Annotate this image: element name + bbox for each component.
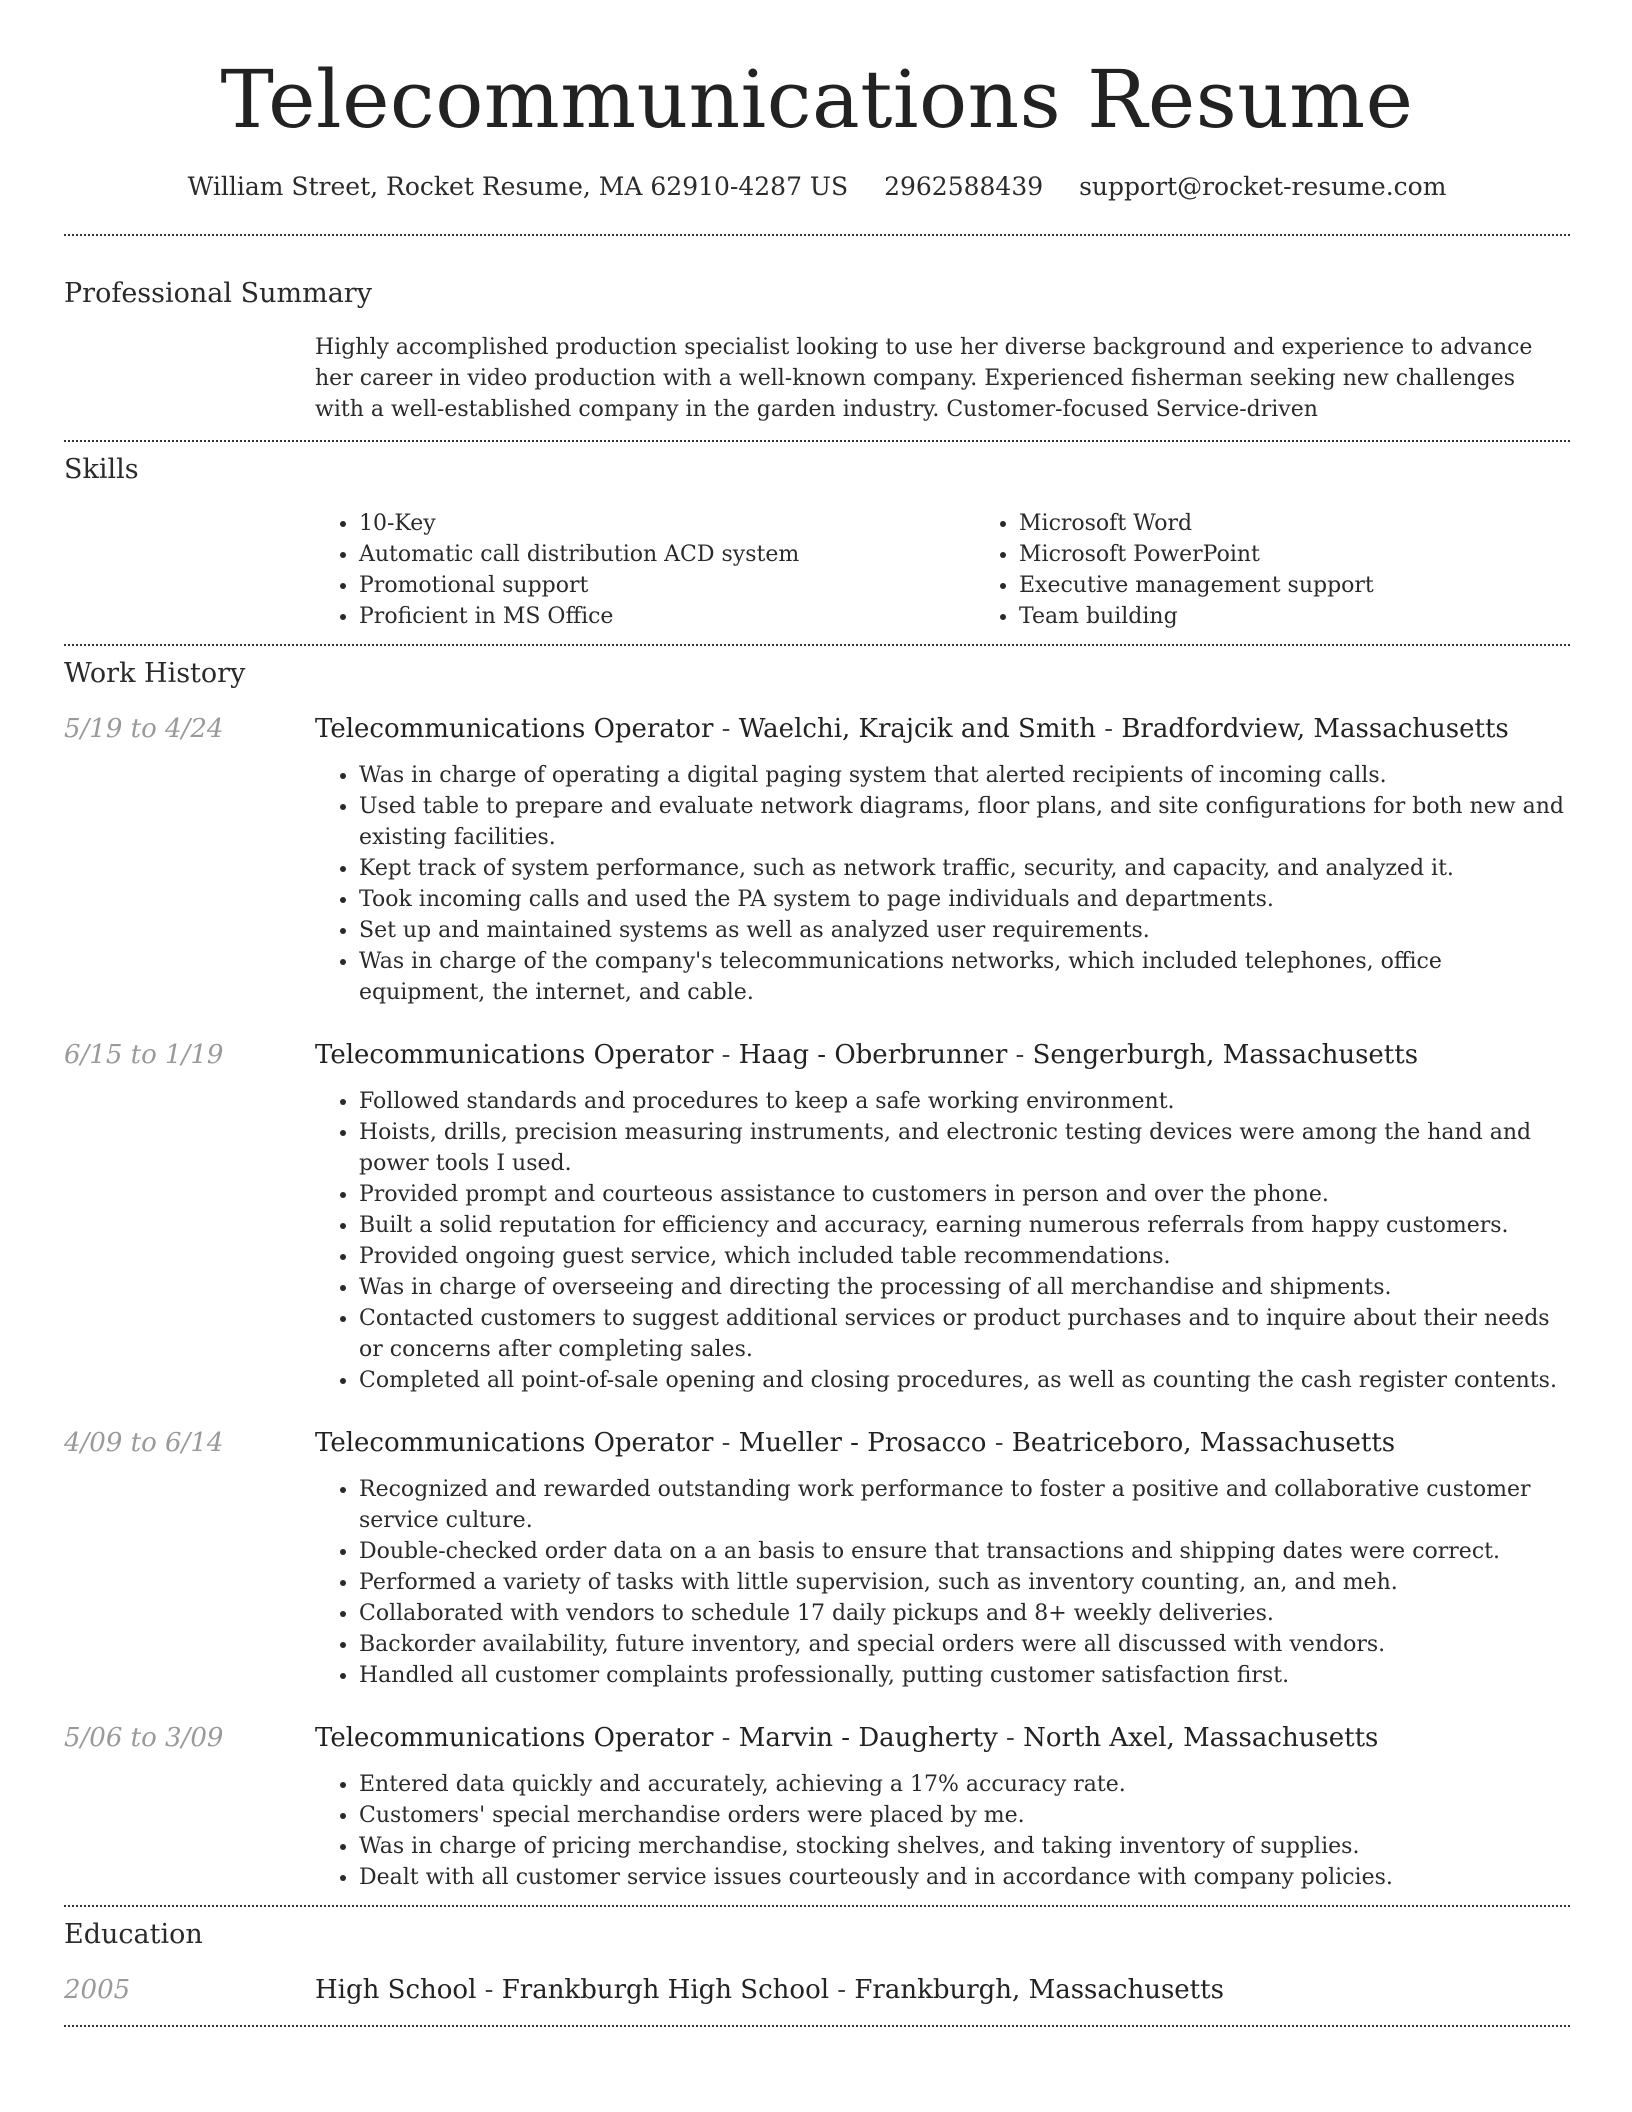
skill-item: • Promotional support (359, 570, 975, 601)
job-bullets-container (315, 1769, 1570, 1893)
job-bullet: • Performed a variety of tasks with little supervision, such as inventory counting, an, and meh. (359, 1567, 1570, 1598)
job-dates: 6/15 to 1/19 (64, 1040, 224, 1070)
skill-item: • Executive management support (1019, 570, 1632, 601)
contact-line (64, 170, 1570, 204)
job-bullet: • Set up and maintained systems as well as analyzed user requirements. (359, 915, 1570, 946)
job-title: Telecommunications Operator (315, 1040, 714, 1070)
job-bullets-container (315, 1474, 1570, 1691)
skills-column-left (315, 508, 975, 632)
section-heading-work: Work History (64, 658, 246, 689)
job-title: Telecommunications Operator (315, 714, 714, 744)
job-bullet: • Entered data quickly and accurately, achieving a 17% accuracy rate. (359, 1769, 1570, 1800)
summary-text: Highly accomplished production specialist looking to use her diverse background and experience to advance her career in video production with a well-known company. Experienced fisherman seeking new challenges with a well-established company in the garden industry. Customer-focused Service-driven (315, 335, 1533, 422)
job-bullets-row (64, 1474, 1570, 1691)
job-header (64, 1721, 1570, 1755)
job-location: Sengerburgh, Massachusetts (1032, 1040, 1419, 1070)
job-separator: - (713, 1723, 739, 1753)
job-location: Beatriceboro, Massachusetts (1011, 1428, 1396, 1458)
section-heading-skills: Skills (64, 454, 139, 485)
job-dates: 5/19 to 4/24 (64, 714, 224, 744)
job-bullet: • Hoists, drills, precision measuring instruments, and electronic testing devices were among the hand and power tools I used. (359, 1117, 1570, 1179)
job-separator: - (1007, 1040, 1033, 1070)
education-school: Frankburgh High School (501, 1975, 830, 2005)
job-title: Telecommunications Operator (315, 1428, 714, 1458)
job-spacer (64, 1086, 315, 1396)
contact-email: support@rocket-resume.com (1079, 172, 1447, 201)
education-line (315, 1973, 1570, 2007)
job-bullet: • Took incoming calls and used the PA system to page individuals and departments. (359, 884, 1570, 915)
job-bullets (315, 1769, 1570, 1893)
job-title-line (315, 1038, 1570, 1072)
job-entry (64, 1721, 1570, 1893)
job-bullet: • Customers' special merchandise orders were placed by me. (359, 1800, 1570, 1831)
job-dates: 4/09 to 6/14 (64, 1428, 224, 1458)
job-entry (64, 712, 1570, 1008)
skill-item: • Automatic call distribution ACD system (359, 539, 975, 570)
section-divider (64, 2025, 1570, 2027)
education-entry (64, 1973, 1570, 2007)
resume-title: Telecommunications Resume (220, 53, 1414, 146)
job-bullet: • Collaborated with vendors to schedule 17 daily pickups and 8+ weekly deliveries. (359, 1598, 1570, 1629)
job-bullets-row (64, 1769, 1570, 1893)
resume-page (64, 0, 1570, 2027)
skills-row (64, 508, 1570, 632)
job-bullets-row (64, 1086, 1570, 1396)
job-bullet: • Recognized and rewarded outstanding work performance to foster a positive and collaborative customer service culture. (359, 1474, 1570, 1536)
education-degree: High School (315, 1975, 477, 2005)
section-divider (64, 234, 1570, 236)
job-separator: - (713, 1040, 739, 1070)
job-bullet: • Built a solid reputation for efficiency and accuracy, earning numerous referrals from happy customers. (359, 1210, 1570, 1241)
skill-item: • Proficient in MS Office (359, 601, 975, 632)
job-bullet: • Provided prompt and courteous assistance to customers in person and over the phone. (359, 1179, 1570, 1210)
summary-row (64, 332, 1570, 425)
job-employer: Marvin - Daugherty (738, 1723, 998, 1753)
job-bullet: • Was in charge of overseeing and directing the processing of all merchandise and shipments. (359, 1272, 1570, 1303)
section-heading-summary: Professional Summary (64, 278, 372, 309)
contact-phone: 2962588439 (884, 172, 1044, 201)
job-separator: - (986, 1428, 1012, 1458)
job-bullet: • Provided ongoing guest service, which included table recommendations. (359, 1241, 1570, 1272)
job-employer: Waelchi, Krajcik and Smith (738, 714, 1096, 744)
job-bullets (315, 760, 1570, 1008)
section-divider (64, 440, 1570, 442)
skill-item: • Microsoft Word (1019, 508, 1632, 539)
job-bullets (315, 1086, 1570, 1396)
job-bullet: • Kept track of system performance, such as network traffic, security, and capacity, and analyzed it. (359, 853, 1570, 884)
education-year: 2005 (64, 1975, 131, 2005)
job-bullet: • Dealt with all customer service issues courteously and in accordance with company policies. (359, 1862, 1570, 1893)
job-bullet: • Contacted customers to suggest additional services or product purchases and to inquire about their needs or concerns after completing sales. (359, 1303, 1570, 1365)
job-title-line (315, 1721, 1570, 1755)
job-bullet: • Followed standards and procedures to keep a safe working environment. (359, 1086, 1570, 1117)
job-location: Bradfordview, Massachusetts (1121, 714, 1509, 744)
job-location: North Axel, Massachusetts (1023, 1723, 1379, 1753)
education-separator: - (829, 1975, 855, 2005)
section-heading-education: Education (64, 1919, 203, 1950)
skills-list (315, 508, 1632, 632)
job-dates: 5/06 to 3/09 (64, 1723, 224, 1753)
contact-address: William Street, Rocket Resume, MA 62910-4287 US (187, 172, 849, 201)
job-entry (64, 1038, 1570, 1396)
job-separator: - (997, 1723, 1024, 1753)
skills-spacer (64, 508, 315, 632)
job-header (64, 1038, 1570, 1072)
job-bullet: • Was in charge of pricing merchandise, stocking shelves, and taking inventory of supplies. (359, 1831, 1570, 1862)
job-spacer (64, 1769, 315, 1893)
skill-item: • 10-Key (359, 508, 975, 539)
job-bullets-container (315, 1086, 1570, 1396)
skill-item: • Microsoft PowerPoint (1019, 539, 1632, 570)
job-entry (64, 1426, 1570, 1691)
job-employer: Haag - Oberbrunner (738, 1040, 1008, 1070)
job-title: Telecommunications Operator (315, 1723, 714, 1753)
job-bullets-container (315, 760, 1570, 1008)
job-bullet: • Double-checked order data on a an basis to ensure that transactions and shipping dates were correct. (359, 1536, 1570, 1567)
education-separator: - (476, 1975, 502, 2005)
education-location: Frankburgh, Massachusetts (854, 1975, 1224, 2005)
job-spacer (64, 1474, 315, 1691)
job-separator: - (713, 1428, 739, 1458)
job-title-line (315, 1426, 1570, 1460)
job-bullet: • Handled all customer complaints professionally, putting customer satisfaction first. (359, 1660, 1570, 1691)
skills-column-right (975, 508, 1632, 632)
job-header (64, 712, 1570, 746)
job-separator: - (713, 714, 739, 744)
job-bullets-row (64, 760, 1570, 1008)
section-divider (64, 1905, 1570, 1907)
job-separator: - (1095, 714, 1122, 744)
section-divider (64, 644, 1570, 646)
job-bullets (315, 1474, 1570, 1691)
job-bullet: • Used table to prepare and evaluate network diagrams, floor plans, and site configurations for both new and existing facilities. (359, 791, 1570, 853)
job-bullet: • Was in charge of the company's telecommunications networks, which included telephones, office equipment, the internet, and cable. (359, 946, 1570, 1008)
skill-item: • Team building (1019, 601, 1632, 632)
summary-spacer (64, 332, 315, 425)
job-employer: Mueller - Prosacco (738, 1428, 987, 1458)
job-bullet: • Backorder availability, future inventory, and special orders were all discussed with vendors. (359, 1629, 1570, 1660)
job-spacer (64, 760, 315, 1008)
job-title-line (315, 712, 1570, 746)
job-bullet: • Was in charge of operating a digital paging system that alerted recipients of incoming calls. (359, 760, 1570, 791)
job-bullet: • Completed all point-of-sale opening and closing procedures, as well as counting the cash register contents. (359, 1365, 1570, 1396)
job-header (64, 1426, 1570, 1460)
